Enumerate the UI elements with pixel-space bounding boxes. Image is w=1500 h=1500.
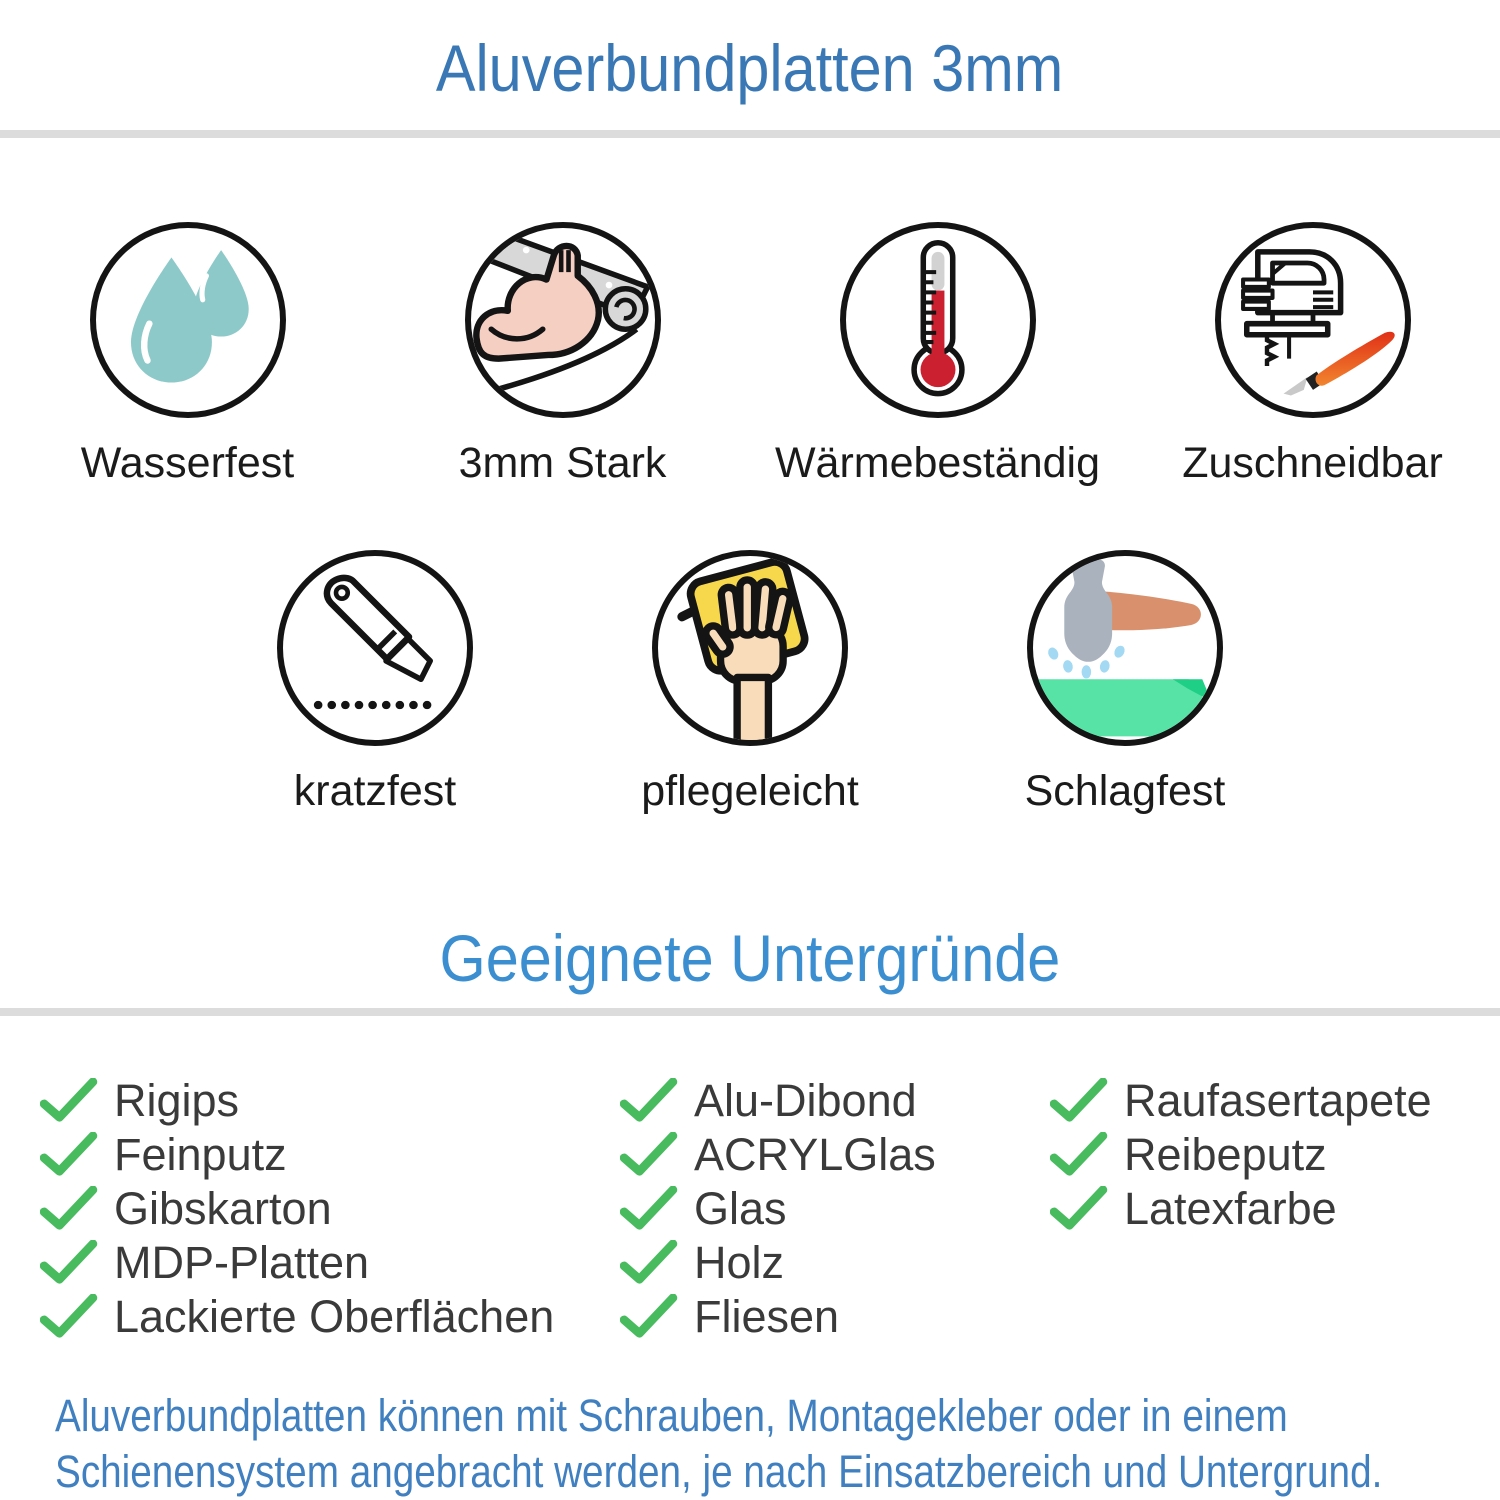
icon-circle [90, 222, 286, 418]
feature-pflegeleicht [563, 550, 938, 816]
feature-waermebestaendig [750, 222, 1125, 488]
substrate-label: Reibeputz [1124, 1129, 1327, 1180]
check-icon [620, 1186, 678, 1232]
feature-zuschneidbar [1125, 222, 1500, 488]
list-item [620, 1074, 1050, 1128]
substrate-label: Lackierte Oberflächen [114, 1291, 555, 1342]
page-title: Aluverbundplatten 3mm [436, 31, 1064, 105]
substrates-list [0, 1074, 1500, 1344]
check-icon [40, 1132, 98, 1178]
substrate-label: Gibskarton [114, 1183, 332, 1234]
icon-circle [1215, 222, 1411, 418]
feature-label: Schlagfest [1024, 767, 1226, 815]
check-icon [40, 1186, 98, 1232]
feature-kratzfest [188, 550, 563, 816]
feature-label: Zuschneidbar [1182, 439, 1443, 487]
mounting-note-line-2: Schienensystem angebracht werden, je nach Einsatzbereich und Untergrund. [55, 1446, 1383, 1497]
feature-label: Wasserfest [80, 439, 295, 487]
icon-circle [840, 222, 1036, 418]
substrate-label: Alu-Dibond [694, 1075, 917, 1126]
substrates-column-2 [620, 1074, 1050, 1344]
icon-circle [465, 222, 661, 418]
substrate-label: Feinputz [114, 1129, 287, 1180]
list-item [1050, 1074, 1480, 1128]
water-drops-icon [96, 228, 280, 412]
divider [0, 130, 1500, 138]
list-item [40, 1290, 620, 1344]
cleaning-hand-icon [658, 556, 842, 740]
jigsaw-icon [1221, 228, 1405, 412]
substrate-label: ACRYLGlas [694, 1129, 936, 1180]
list-item [40, 1182, 620, 1236]
substrate-label: Rigips [114, 1075, 240, 1126]
check-icon [620, 1240, 678, 1286]
feature-wasserfest [0, 222, 375, 488]
feature-label: 3mm Stark [458, 439, 667, 487]
check-icon [40, 1240, 98, 1286]
hammer-icon [1033, 556, 1217, 740]
check-icon [1050, 1078, 1108, 1124]
list-item [1050, 1182, 1480, 1236]
check-icon [1050, 1132, 1108, 1178]
check-icon [1050, 1186, 1108, 1232]
icon-circle [277, 550, 473, 746]
list-item [1050, 1128, 1480, 1182]
substrates-column-3 [1050, 1074, 1480, 1344]
substrate-label: Raufasertapete [1124, 1075, 1432, 1126]
list-item [620, 1290, 1050, 1344]
feature-3mm-stark [375, 222, 750, 488]
feature-schlagfest [938, 550, 1313, 816]
divider [0, 1008, 1500, 1016]
thermometer-icon [846, 228, 1030, 412]
substrate-label: Holz [694, 1237, 785, 1288]
list-item [40, 1236, 620, 1290]
check-icon [40, 1078, 98, 1124]
list-item [620, 1128, 1050, 1182]
list-item [620, 1236, 1050, 1290]
icon-circle [1027, 550, 1223, 746]
substrates-column-1 [40, 1074, 620, 1344]
substrate-label: MDP-Platten [114, 1237, 370, 1288]
check-icon [40, 1294, 98, 1340]
feature-label: pflegeleicht [641, 767, 859, 815]
check-icon [620, 1294, 678, 1340]
list-item [40, 1128, 620, 1182]
features-row-1 [0, 222, 1500, 488]
muscle-arm-icon [471, 228, 655, 412]
section-title-substrates: Geeignete Untergründe [439, 921, 1061, 995]
list-item [40, 1074, 620, 1128]
list-item [620, 1182, 1050, 1236]
check-icon [620, 1132, 678, 1178]
substrate-label: Fliesen [694, 1291, 840, 1342]
icon-circle [652, 550, 848, 746]
substrate-label: Latexfarbe [1124, 1183, 1337, 1234]
features-row-2 [0, 550, 1500, 816]
mounting-note [0, 1388, 1500, 1500]
feature-label: Wärmebeständig [774, 439, 1101, 487]
mounting-note-line-1: Aluverbundplatten können mit Schrauben, Montagekleber oder in einem [55, 1390, 1288, 1441]
substrate-label: Glas [694, 1183, 787, 1234]
feature-label: kratzfest [293, 767, 457, 815]
utility-knife-icon [283, 556, 467, 740]
check-icon [620, 1078, 678, 1124]
